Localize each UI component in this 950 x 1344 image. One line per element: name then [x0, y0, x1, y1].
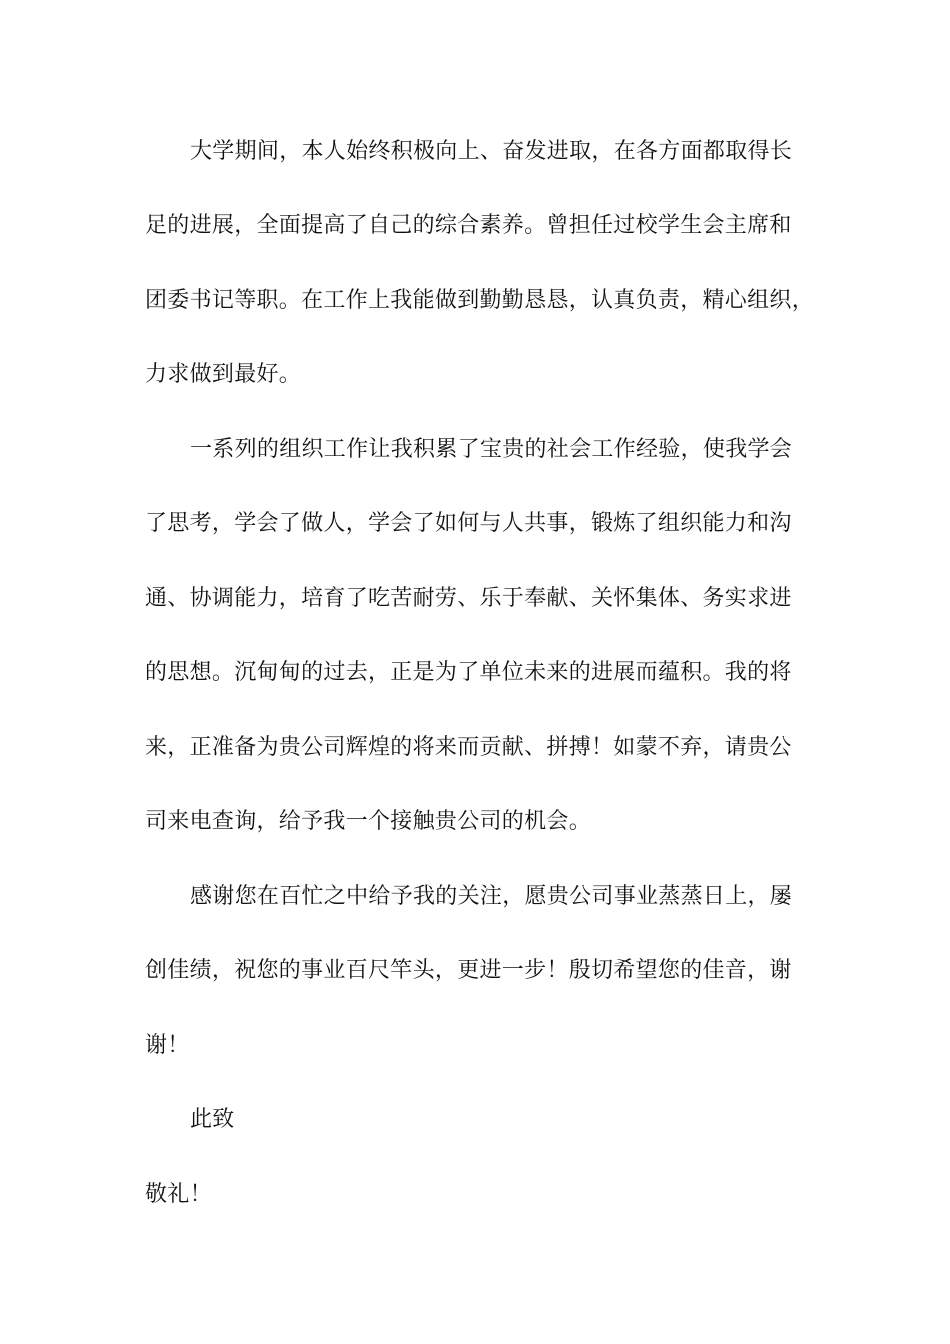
paragraph-2-line-1: 一系列的组织工作让我积累了宝贵的社会工作经验，使我学会	[190, 437, 793, 462]
paragraph-2-line-6: 司来电查询，给予我一个接触贵公司的机会。	[145, 809, 592, 834]
paragraph-3-line-1: 感谢您在百忙之中给予我的关注，愿贵公司事业蒸蒸日上，屡	[190, 884, 793, 909]
closing-regards: 敬礼！	[145, 1182, 212, 1207]
closing-salutation: 此致	[190, 1107, 235, 1132]
paragraph-1-line-3: 团委书记等职。在工作上我能做到勤勤恳恳，认真负责，精心组织，	[145, 288, 815, 313]
paragraph-2-line-4: 的思想。沉甸甸的过去，正是为了单位未来的进展而蕴积。我的将	[145, 660, 792, 685]
paragraph-2-line-5: 来，正准备为贵公司辉煌的将来而贡献、拼搏！如蒙不弃，请贵公	[145, 735, 792, 760]
paragraph-2-line-2: 了思考，学会了做人，学会了如何与人共事，锻炼了组织能力和沟	[145, 511, 792, 536]
paragraph-1-line-2: 足的进展，全面提高了自己的综合素养。曾担任过校学生会主席和	[145, 213, 792, 238]
paragraph-1-line-4: 力求做到最好。	[145, 362, 302, 387]
paragraph-1-line-1: 大学期间，本人始终积极向上、奋发进取，在各方面都取得长	[190, 139, 793, 164]
paragraph-2-line-3: 通、协调能力，培育了吃苦耐劳、乐于奉献、关怀集体、务实求进	[145, 586, 792, 611]
paragraph-3-line-2: 创佳绩，祝您的事业百尺竿头，更进一步！殷切希望您的佳音，谢	[145, 958, 792, 983]
paragraph-3-line-3: 谢！	[145, 1033, 190, 1058]
